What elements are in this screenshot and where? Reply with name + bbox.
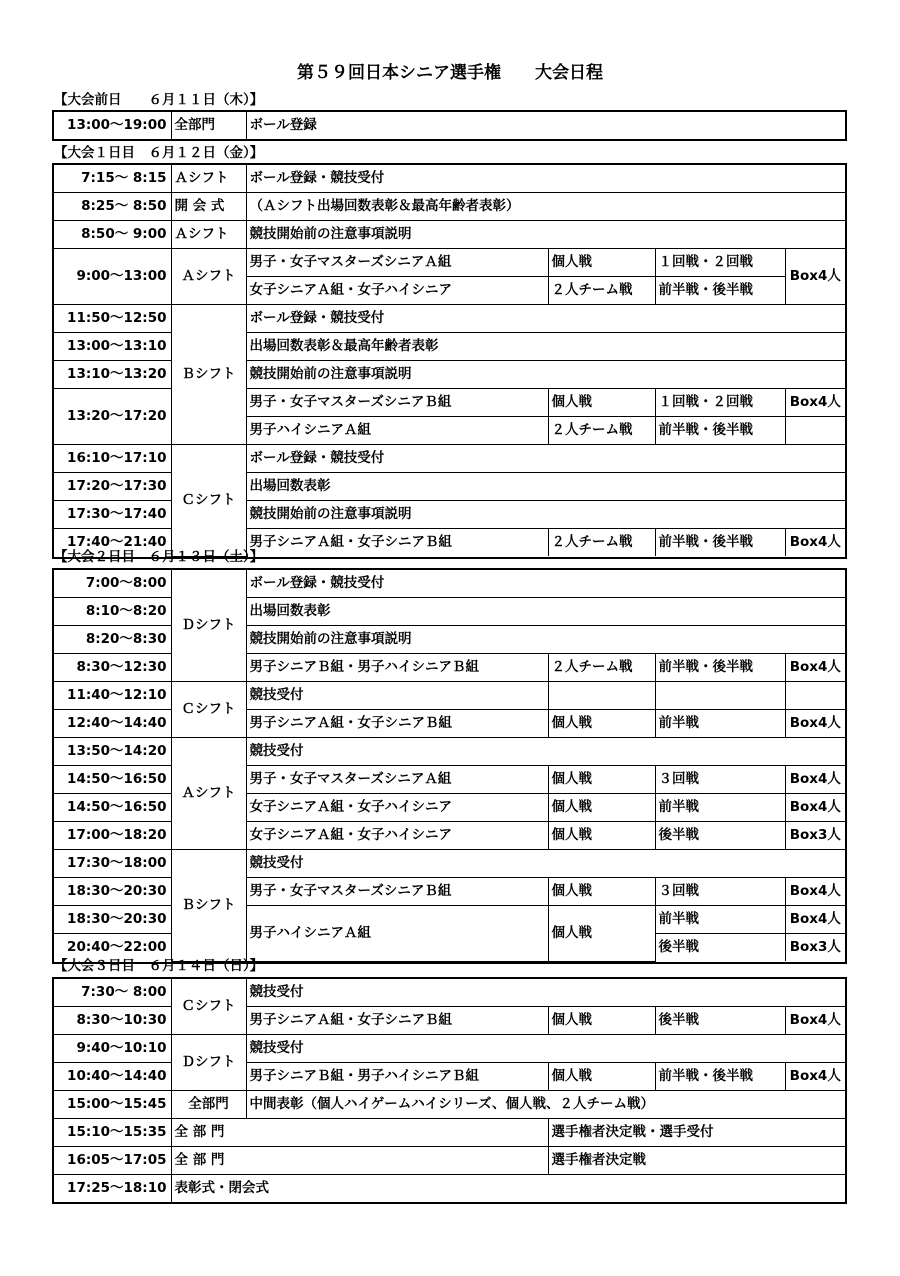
time-cell: 11:50～12:50 bbox=[54, 305, 171, 333]
table-row bbox=[54, 221, 845, 249]
round-cell: ３回戦 bbox=[655, 878, 785, 906]
desc-cell: 男子ハイシニアＡ組 bbox=[246, 417, 548, 445]
round-cell: 前半戦・後半戦 bbox=[655, 654, 785, 682]
round-cell: 前半戦 bbox=[655, 794, 785, 822]
desc-cell: 男子・女子マスターズシニアＡ組 bbox=[246, 249, 548, 277]
desc-cell: 男子・女子マスターズシニアＢ組 bbox=[246, 389, 548, 417]
box-cell: Box4人 bbox=[785, 906, 845, 934]
box-cell: Box4人 bbox=[785, 766, 845, 794]
desc-cell: 競技開始前の注意事項説明 bbox=[246, 626, 845, 654]
type-cell: ２人チーム戦 bbox=[548, 529, 655, 557]
desc-cell: ボール登録・競技受付 bbox=[246, 445, 845, 473]
day3-table bbox=[52, 977, 847, 1204]
desc-cell: 競技開始前の注意事項説明 bbox=[246, 221, 845, 249]
type-cell: 個人戦 bbox=[548, 878, 655, 906]
desc-cell: 競技開始前の注意事項説明 bbox=[246, 361, 845, 389]
round-cell: 後半戦 bbox=[655, 822, 785, 850]
round-cell: 前半戦・後半戦 bbox=[655, 277, 785, 305]
time-cell: 8:30～12:30 bbox=[54, 654, 171, 682]
shift-cell: 開 会 式 bbox=[171, 193, 246, 221]
round-cell: 後半戦 bbox=[655, 934, 785, 962]
round-cell: 前半戦・後半戦 bbox=[655, 417, 785, 445]
time-cell: 13:20～17:20 bbox=[54, 389, 171, 445]
box-cell: Box4人 bbox=[785, 710, 845, 738]
time-cell: 10:40～14:40 bbox=[54, 1063, 171, 1091]
day0-table bbox=[52, 110, 847, 141]
round-cell: ３回戦 bbox=[655, 766, 785, 794]
shift-cell: 全 部 門 bbox=[171, 1119, 548, 1147]
time-cell: 12:40～14:40 bbox=[54, 710, 171, 738]
type-cell: 個人戦 bbox=[548, 822, 655, 850]
time-cell: 18:30～20:30 bbox=[54, 906, 171, 934]
round-cell: １回戦・２回戦 bbox=[655, 249, 785, 277]
page-title: 第５９回日本シニア選手権 大会日程 bbox=[297, 63, 603, 83]
desc-cell: 競技受付 bbox=[246, 738, 845, 766]
shift-cell: Ｂシフト bbox=[171, 305, 246, 445]
table-row bbox=[54, 1175, 845, 1203]
time-cell: 13:50～14:20 bbox=[54, 738, 171, 766]
box-cell: Box4人 bbox=[785, 1063, 845, 1091]
table-row bbox=[54, 1147, 845, 1175]
round-cell: 前半戦・後半戦 bbox=[655, 1063, 785, 1091]
time-cell: 17:00～18:20 bbox=[54, 822, 171, 850]
round-cell: 前半戦 bbox=[655, 906, 785, 934]
desc-cell: ボール登録・競技受付 bbox=[246, 165, 845, 193]
table-row bbox=[54, 682, 845, 710]
time-cell: 13:00～19:00 bbox=[54, 112, 171, 139]
desc-cell: 男子シニアＡ組・女子シニアＢ組 bbox=[246, 710, 548, 738]
day1-heading: 【大会１日目 ６月１２日（金）】 bbox=[54, 145, 264, 161]
day1-table bbox=[52, 163, 847, 559]
table-row bbox=[54, 1119, 845, 1147]
day3-heading: 【大会３日目 ６月１４日（日）】 bbox=[54, 958, 264, 974]
time-cell: 7:15～ 8:15 bbox=[54, 165, 171, 193]
table-row bbox=[54, 1091, 845, 1119]
desc-cell: 男子・女子マスターズシニアＢ組 bbox=[246, 878, 548, 906]
time-cell: 17:25～18:10 bbox=[54, 1175, 171, 1203]
desc-cell: 女子シニアＡ組・女子ハイシニア bbox=[246, 794, 548, 822]
type-cell: 個人戦 bbox=[548, 249, 655, 277]
time-cell: 7:30～ 8:00 bbox=[54, 979, 171, 1007]
box-cell: Box4人 bbox=[785, 1007, 845, 1035]
desc-cell: 男子シニアＡ組・女子シニアＢ組 bbox=[246, 529, 548, 557]
time-cell: 14:50～16:50 bbox=[54, 794, 171, 822]
shift-cell: Ａシフト bbox=[171, 249, 246, 305]
desc-cell: ボール登録 bbox=[246, 112, 845, 139]
desc-cell: ボール登録・競技受付 bbox=[246, 570, 845, 598]
time-cell: 16:05～17:05 bbox=[54, 1147, 171, 1175]
time-cell: 15:10～15:35 bbox=[54, 1119, 171, 1147]
type-cell bbox=[548, 682, 655, 710]
time-cell: 13:10～13:20 bbox=[54, 361, 171, 389]
shift-cell: Ｄシフト bbox=[171, 1035, 246, 1091]
time-cell: 11:40～12:10 bbox=[54, 682, 171, 710]
desc-cell: 男子シニアＡ組・女子シニアＢ組 bbox=[246, 1007, 548, 1035]
desc-cell: 選手権者決定戦 bbox=[548, 1147, 845, 1175]
type-cell: ２人チーム戦 bbox=[548, 654, 655, 682]
time-cell: 8:10～8:20 bbox=[54, 598, 171, 626]
box-cell bbox=[785, 682, 845, 710]
time-cell: 13:00～13:10 bbox=[54, 333, 171, 361]
table-row bbox=[54, 445, 845, 473]
shift-cell: 全 部 門 bbox=[171, 1147, 548, 1175]
time-cell: 7:00～8:00 bbox=[54, 570, 171, 598]
round-cell: 前半戦・後半戦 bbox=[655, 529, 785, 557]
desc-cell: 女子シニアＡ組・女子ハイシニア bbox=[246, 822, 548, 850]
shift-cell: Ｂシフト bbox=[171, 850, 246, 962]
shift-cell: 表彰式・閉会式 bbox=[171, 1175, 845, 1203]
desc-cell: 競技受付 bbox=[246, 1035, 845, 1063]
desc-cell: 男子シニアＢ組・男子ハイシニアＢ組 bbox=[246, 654, 548, 682]
table-row bbox=[54, 165, 845, 193]
box-cell: Box4人 bbox=[785, 654, 845, 682]
time-cell: 9:40～10:10 bbox=[54, 1035, 171, 1063]
desc-cell: （Ａシフト出場回数表彰＆最高年齢者表彰） bbox=[246, 193, 845, 221]
table-row bbox=[54, 979, 845, 1007]
box-cell: Box3人 bbox=[785, 822, 845, 850]
table-row bbox=[54, 570, 845, 598]
shift-cell: Ｃシフト bbox=[171, 682, 246, 738]
time-cell: 17:40～21:40 bbox=[54, 529, 171, 557]
desc-cell: 選手権者決定戦・選手受付 bbox=[548, 1119, 845, 1147]
time-cell: 17:20～17:30 bbox=[54, 473, 171, 501]
table-row bbox=[54, 850, 845, 878]
desc-cell: 中間表彰（個人ハイゲームハイシリーズ、個人戦、２人チーム戦） bbox=[246, 1091, 845, 1119]
table-row bbox=[54, 193, 845, 221]
table-row bbox=[54, 112, 845, 139]
shift-cell: Ａシフト bbox=[171, 165, 246, 193]
box-cell: Box4人 bbox=[785, 529, 845, 557]
type-cell: ２人チーム戦 bbox=[548, 277, 655, 305]
table-row bbox=[54, 1035, 845, 1063]
shift-cell: Ａシフト bbox=[171, 221, 246, 249]
type-cell: 個人戦 bbox=[548, 766, 655, 794]
type-cell: 個人戦 bbox=[548, 1063, 655, 1091]
desc-cell: 競技受付 bbox=[246, 850, 845, 878]
round-cell: １回戦・２回戦 bbox=[655, 389, 785, 417]
round-cell bbox=[655, 682, 785, 710]
box-cell: Box4人 bbox=[785, 794, 845, 822]
desc-cell: 競技開始前の注意事項説明 bbox=[246, 501, 845, 529]
time-cell: 8:50～ 9:00 bbox=[54, 221, 171, 249]
desc-cell: 出場回数表彰 bbox=[246, 473, 845, 501]
shift-cell: Ｃシフト bbox=[171, 445, 246, 557]
desc-cell: 競技受付 bbox=[246, 979, 845, 1007]
time-cell: 8:30～10:30 bbox=[54, 1007, 171, 1035]
day2-heading: 【大会２日目 ６月１３日（土）】 bbox=[54, 549, 264, 565]
time-cell: 17:30～18:00 bbox=[54, 850, 171, 878]
time-cell: 14:50～16:50 bbox=[54, 766, 171, 794]
box-cell: Box4人 bbox=[785, 389, 845, 417]
type-cell: ２人チーム戦 bbox=[548, 417, 655, 445]
table-row bbox=[54, 738, 845, 766]
type-cell: 個人戦 bbox=[548, 1007, 655, 1035]
round-cell: 前半戦 bbox=[655, 710, 785, 738]
desc-cell: 競技受付 bbox=[246, 682, 548, 710]
shift-cell: Ｄシフト bbox=[171, 570, 246, 682]
shift-cell: Ｃシフト bbox=[171, 979, 246, 1035]
round-cell: 後半戦 bbox=[655, 1007, 785, 1035]
time-cell: 17:30～17:40 bbox=[54, 501, 171, 529]
time-cell: 20:40～22:00 bbox=[54, 934, 171, 962]
time-cell: 16:10～17:10 bbox=[54, 445, 171, 473]
desc-cell: 女子シニアＡ組・女子ハイシニア bbox=[246, 277, 548, 305]
type-cell: 個人戦 bbox=[548, 710, 655, 738]
type-cell: 個人戦 bbox=[548, 794, 655, 822]
time-cell: 18:30～20:30 bbox=[54, 878, 171, 906]
type-cell: 個人戦 bbox=[548, 906, 655, 962]
time-cell: 8:20～8:30 bbox=[54, 626, 171, 654]
table-row bbox=[54, 249, 845, 277]
shift-cell: 全部門 bbox=[171, 1091, 246, 1119]
time-cell: 9:00～13:00 bbox=[54, 249, 171, 305]
box-cell bbox=[785, 417, 845, 445]
time-cell: 8:25～ 8:50 bbox=[54, 193, 171, 221]
day0-heading: 【大会前日 ６月１１日（木）】 bbox=[54, 92, 264, 108]
type-cell: 個人戦 bbox=[548, 389, 655, 417]
shift-cell: Ａシフト bbox=[171, 738, 246, 850]
time-cell: 15:00～15:45 bbox=[54, 1091, 171, 1119]
day2-table bbox=[52, 568, 847, 964]
box-cell: Box4人 bbox=[785, 878, 845, 906]
desc-cell: 男子・女子マスターズシニアＡ組 bbox=[246, 766, 548, 794]
box-cell: Box4人 bbox=[785, 249, 845, 305]
box-cell: Box3人 bbox=[785, 934, 845, 962]
desc-cell: 出場回数表彰＆最高年齢者表彰 bbox=[246, 333, 845, 361]
shift-cell: 全部門 bbox=[171, 112, 246, 139]
desc-cell: 出場回数表彰 bbox=[246, 598, 845, 626]
desc-cell: 男子シニアＢ組・男子ハイシニアＢ組 bbox=[246, 1063, 548, 1091]
table-row bbox=[54, 305, 845, 333]
desc-cell: ボール登録・競技受付 bbox=[246, 305, 845, 333]
desc-cell: 男子ハイシニアＡ組 bbox=[246, 906, 548, 962]
